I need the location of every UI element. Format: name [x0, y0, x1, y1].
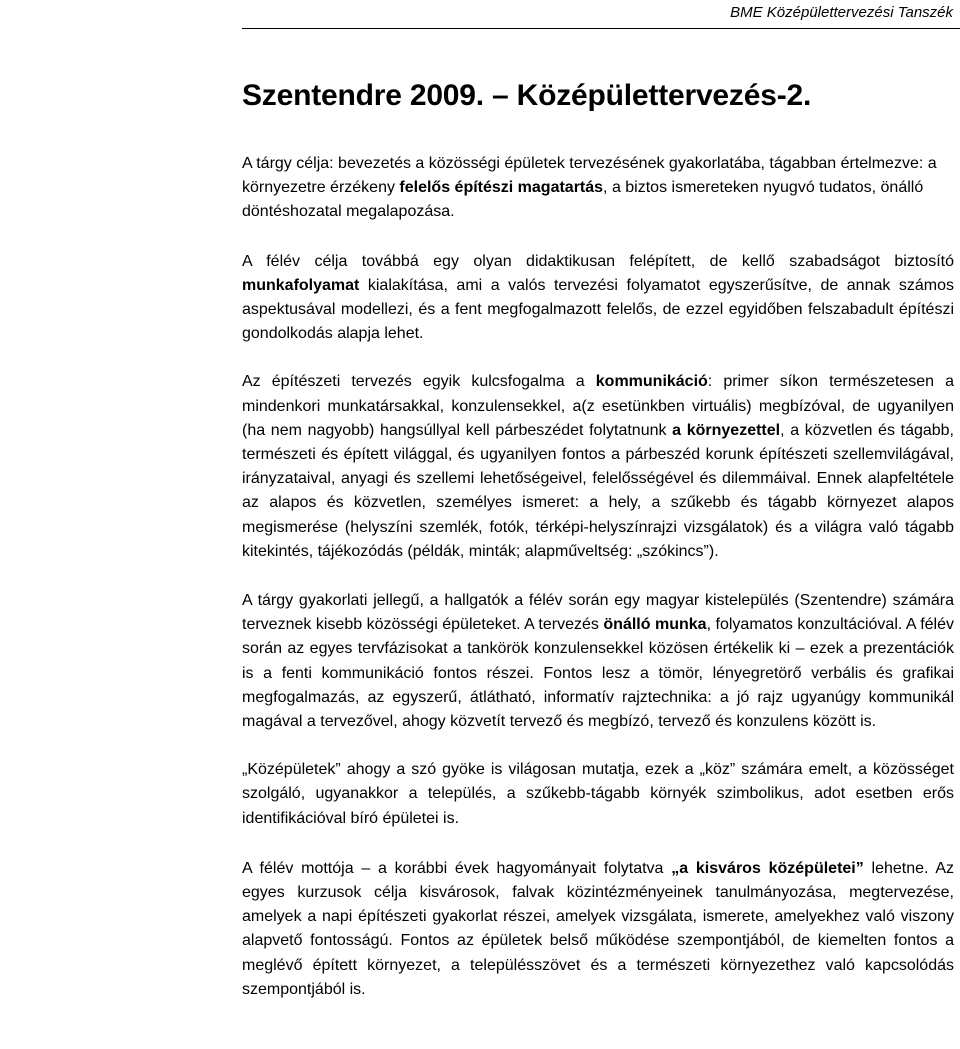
bold-phrase: felelős építészi magatartás — [399, 179, 604, 197]
bold-phrase: „a kisváros középületei” — [671, 859, 864, 877]
document-body — [242, 152, 954, 1002]
text-run: „Középületek” ahogy a szó gyöke is világosan mutatja, ezek a „köz” számára emelt, a közösséget szolgáló, ugyanakkor a település, a szűkebb-tágabb környék szimbolikus, adot esetben erős identifikációval bíró épületei is. — [242, 761, 954, 827]
text-run: , a biztos ismereteken nyugvó tudatos, önálló döntéshozatal megalapozása. — [242, 179, 924, 221]
text-run: kialakítása, ami a valós tervezési folyamatot egyszerűsítve, de annak számos aspektusával modellezi, és a fent megfogalmazott felelős, de ezzel egyidőben felszabadult építészi gondolkodás alapja lehet. — [242, 276, 954, 343]
paragraph-semester-goal — [242, 250, 954, 347]
text-run: A tárgy célja: bevezetés a közösségi épületek tervezésének gyakorlatába, tágabban értelmezve: a környezetre érzékeny — [242, 155, 937, 197]
text-run: : primer síkon természetesen a mindenkori munkatársakkal, konzulensekkel, a(z esetünkben virtuális) megbízóval, de ugyanilyen (ha nem nagyobb) hangsúllyal kell párbeszédet folytatnunk — [242, 373, 954, 439]
text-run: lehetne. Az egyes kurzusok célja kisvárosok, falvak közintézményeinek tanulmányozása, megtervezése, amelyek a napi építészeti gyakorlat részei, amelyek vizsgálata, ismerete, amelyekhez való viszony alapvető fontosságú. Fontos az épületek belső működése szempontjából, de kiemelten fontos a meglévő épített környezet, a településszövet és a természeti környezethez való kapcsolódás szempontjából is. — [242, 859, 955, 998]
page-title: Szentendre 2009. – Középülettervezés-2. — [242, 79, 812, 112]
paragraph-practical — [242, 589, 954, 734]
header-rule — [242, 28, 960, 29]
bold-phrase: önálló munka — [603, 616, 707, 634]
text-run: Az építészeti tervezés egyik kulcsfogalma a — [242, 373, 596, 391]
text-run: A tárgy gyakorlati jellegű, a hallgatók a félév során egy magyar kistelepülés (Szentendre) számára terveznek kisebb közösségi épületeket. A tervezés — [242, 592, 954, 634]
text-run: , folyamatos konzultációval. A félév során az egyes tervfázisokat a tankörök konzulensekkel közösen értékelik ki – ezek a prezentációk is a fenti kommunikáció fontos részei. Fontos lesz a tömör, lényegretörő verbális és grafikai megfogalmazás, az egyszerű, átlátható, informatív rajztechnika: a jó rajz ugyanúgy kommunikál magával a tervezővel, ahogy közvetít tervező és megbízó, tervező és konzulens között is. — [242, 616, 955, 731]
bold-phrase: munkafolyamat — [242, 276, 360, 294]
text-run: A félév célja továbbá egy olyan didaktikusan felépített, de kellő szabadságot biztosító — [242, 252, 954, 270]
paragraph-motto — [242, 857, 954, 1002]
page-header: BME Középülettervezési Tanszék — [730, 4, 953, 21]
text-run: , a közvetlen és tágabb, természeti és épített világgal, és ugyanilyen fontos a párbeszéd korunk építészeti szellemvilágával, irányzataival, anyagi és szellemi lehetőségeivel, felelősségével és dilemmáival. Ennek alapfeltétele az alapos és közvetlen, személyes ismeret: a hely, a szűkebb és tágabb környezet alapos megismerése (helyszíni szemlék, fotók, térképi-helyszínrajzi vizsgálatok) és a világra való tágabb kitekintés, tájékozódás (példák, minták; alapműveltség: „szókincs”). — [242, 421, 955, 560]
bold-phrase: kommunikáció — [595, 373, 708, 391]
paragraph-communication — [242, 370, 954, 564]
paragraph-public-buildings — [242, 758, 954, 831]
paragraph-course-goal — [242, 152, 954, 225]
bold-phrase: a környezettel — [672, 421, 781, 439]
text-run: A félév mottója – a korábbi évek hagyományait folytatva — [242, 859, 672, 877]
